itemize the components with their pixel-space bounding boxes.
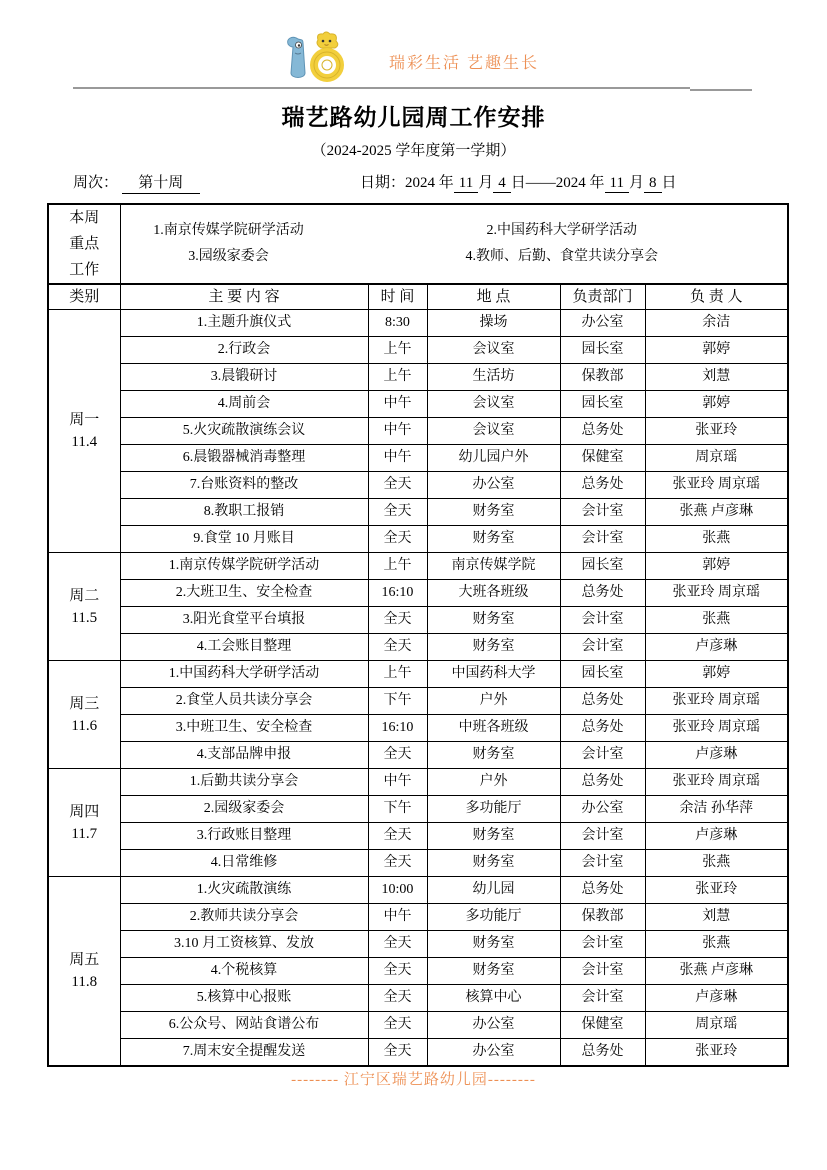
highlight-item: 1.南京传媒学院研学活动	[153, 223, 304, 238]
task-cell: 5.核算中心报账	[120, 985, 368, 1012]
table-row	[48, 607, 788, 634]
week-label: 周次：	[73, 175, 119, 191]
location-cell: 大班各班级	[427, 580, 560, 607]
table-row	[48, 796, 788, 823]
time-cell: 全天	[368, 472, 427, 499]
location-cell: 南京传媒学院	[427, 553, 560, 580]
time-cell: 全天	[368, 634, 427, 661]
time-cell: 全天	[368, 931, 427, 958]
task-cell: 2.食堂人员共读分享会	[120, 688, 368, 715]
person-cell: 郭婷	[645, 661, 788, 688]
table-row	[48, 472, 788, 499]
time-cell: 全天	[368, 526, 427, 553]
date-month-unit2: 月	[628, 175, 644, 191]
date-field	[360, 171, 677, 192]
table-row	[48, 499, 788, 526]
task-cell: 6.晨锻器械消毒整理	[120, 445, 368, 472]
task-cell: 3.10 月工资核算、发放	[120, 931, 368, 958]
time-cell: 全天	[368, 985, 427, 1012]
date-day-start: 4	[493, 175, 511, 193]
date-day-unit2: 日	[661, 175, 677, 191]
table-row	[48, 688, 788, 715]
location-cell: 会议室	[427, 391, 560, 418]
person-cell: 张亚玲	[645, 877, 788, 904]
table-row	[48, 715, 788, 742]
person-cell: 张燕	[645, 931, 788, 958]
week-value: 第十周	[122, 171, 200, 194]
department-cell: 会计室	[560, 499, 645, 526]
department-cell: 保健室	[560, 1012, 645, 1039]
time-cell: 8:30	[368, 310, 427, 337]
location-cell: 幼儿园	[427, 877, 560, 904]
person-cell: 卢彦琳	[645, 634, 788, 661]
table-row	[48, 823, 788, 850]
task-cell: 1.中国药科大学研学活动	[120, 661, 368, 688]
time-cell: 中午	[368, 445, 427, 472]
time-cell: 16:10	[368, 715, 427, 742]
department-cell: 会计室	[560, 526, 645, 553]
location-cell: 财务室	[427, 526, 560, 553]
time-cell: 上午	[368, 661, 427, 688]
task-cell: 4.工会账目整理	[120, 634, 368, 661]
date-year-start: 2024	[405, 175, 436, 191]
department-cell: 总务处	[560, 580, 645, 607]
task-cell: 6.公众号、网站食谱公布	[120, 1012, 368, 1039]
task-cell: 3.阳光食堂平台填报	[120, 607, 368, 634]
person-cell: 张亚玲 周京瑶	[645, 688, 788, 715]
person-cell: 张亚玲 周京瑶	[645, 472, 788, 499]
time-cell: 全天	[368, 1012, 427, 1039]
person-cell: 郭婷	[645, 337, 788, 364]
time-cell: 全天	[368, 742, 427, 769]
task-cell: 1.南京传媒学院研学活动	[120, 553, 368, 580]
col-header-time: 时 间	[368, 284, 427, 310]
highlight-item: 3.园级家委会	[188, 249, 269, 264]
table-row	[48, 742, 788, 769]
date-day-end: 8	[644, 175, 662, 193]
task-cell: 2.行政会	[120, 337, 368, 364]
table-row	[48, 1039, 788, 1067]
schedule-table	[47, 203, 789, 1067]
table-row	[48, 661, 788, 688]
table-row	[48, 850, 788, 877]
time-cell: 上午	[368, 364, 427, 391]
task-cell: 9.食堂 10 月账目	[120, 526, 368, 553]
department-cell: 园长室	[560, 553, 645, 580]
department-cell: 总务处	[560, 769, 645, 796]
location-cell: 财务室	[427, 823, 560, 850]
task-cell: 2.教师共读分享会	[120, 904, 368, 931]
table-row	[48, 769, 788, 796]
day-label: 周二 11.5	[48, 553, 120, 661]
department-cell: 园长室	[560, 391, 645, 418]
table-row	[48, 364, 788, 391]
time-cell: 全天	[368, 850, 427, 877]
department-cell: 会计室	[560, 607, 645, 634]
time-cell: 全天	[368, 958, 427, 985]
department-cell: 会计室	[560, 985, 645, 1012]
location-cell: 中班各班级	[427, 715, 560, 742]
task-cell: 4.支部品牌申报	[120, 742, 368, 769]
summary-row	[48, 204, 788, 284]
date-day-unit: 日	[510, 175, 526, 191]
mascot-pair-icon	[280, 31, 350, 85]
task-cell: 4.个税核算	[120, 958, 368, 985]
task-cell: 4.日常维修	[120, 850, 368, 877]
person-cell: 周京瑶	[645, 445, 788, 472]
location-cell: 核算中心	[427, 985, 560, 1012]
highlight-item: 2.中国药科大学研学活动	[486, 223, 637, 238]
time-cell: 中午	[368, 418, 427, 445]
person-cell: 张亚玲 周京瑶	[645, 580, 788, 607]
person-cell: 刘慧	[645, 904, 788, 931]
person-cell: 郭婷	[645, 391, 788, 418]
page-title: 瑞艺路幼儿园周工作安排	[281, 105, 546, 130]
task-cell: 1.主题升旗仪式	[120, 310, 368, 337]
person-cell: 张燕 卢彦琳	[645, 958, 788, 985]
person-cell: 张燕 卢彦琳	[645, 499, 788, 526]
person-cell: 张亚玲	[645, 418, 788, 445]
task-cell: 3.中班卫生、安全检查	[120, 715, 368, 742]
meta-row	[73, 171, 793, 193]
location-cell: 办公室	[427, 472, 560, 499]
time-cell: 全天	[368, 499, 427, 526]
date-range-dash: ——	[525, 175, 556, 191]
location-cell: 生活坊	[427, 364, 560, 391]
location-cell: 办公室	[427, 1039, 560, 1067]
task-cell: 3.晨锻研讨	[120, 364, 368, 391]
table-row	[48, 1012, 788, 1039]
table-row	[48, 985, 788, 1012]
date-year-unit: 年	[438, 175, 454, 191]
department-cell: 办公室	[560, 796, 645, 823]
person-cell: 张亚玲 周京瑶	[645, 769, 788, 796]
header-divider-segment	[690, 89, 752, 91]
task-cell: 8.教职工报销	[120, 499, 368, 526]
time-cell: 上午	[368, 337, 427, 364]
table-row	[48, 877, 788, 904]
column-header-row	[48, 284, 788, 310]
table-row	[48, 526, 788, 553]
person-cell: 刘慧	[645, 364, 788, 391]
table-row	[48, 634, 788, 661]
date-label: 日期：	[360, 175, 406, 191]
date-month-unit: 月	[478, 175, 494, 191]
task-cell: 7.台账资料的整改	[120, 472, 368, 499]
time-cell: 下午	[368, 796, 427, 823]
table-row	[48, 310, 788, 337]
col-header-location: 地 点	[427, 284, 560, 310]
location-cell: 财务室	[427, 634, 560, 661]
table-row	[48, 580, 788, 607]
page-subtitle: （2024-2025 学年度第一学期）	[311, 143, 516, 159]
location-cell: 财务室	[427, 607, 560, 634]
table-row	[48, 418, 788, 445]
table-row	[48, 958, 788, 985]
brand-slogan: 瑞彩生活 艺趣生长	[389, 55, 540, 72]
col-header-content: 主 要 内 容	[120, 284, 368, 310]
person-cell: 卢彦琳	[645, 985, 788, 1012]
time-cell: 全天	[368, 1039, 427, 1067]
person-cell: 余洁 孙华萍	[645, 796, 788, 823]
person-cell: 郭婷	[645, 553, 788, 580]
time-cell: 中午	[368, 904, 427, 931]
col-header-category: 类别	[48, 284, 120, 310]
location-cell: 办公室	[427, 1012, 560, 1039]
department-cell: 总务处	[560, 472, 645, 499]
footer-school-name: -------- 江宁区瑞艺路幼儿园--------	[291, 1072, 536, 1088]
department-cell: 总务处	[560, 715, 645, 742]
person-cell: 余洁	[645, 310, 788, 337]
task-cell: 2.大班卫生、安全检查	[120, 580, 368, 607]
department-cell: 保教部	[560, 904, 645, 931]
time-cell: 全天	[368, 823, 427, 850]
week-field	[73, 171, 200, 194]
date-month-end: 11	[605, 175, 629, 193]
department-cell: 会计室	[560, 931, 645, 958]
location-cell: 财务室	[427, 499, 560, 526]
table-row	[48, 904, 788, 931]
table-row	[48, 553, 788, 580]
location-cell: 中国药科大学	[427, 661, 560, 688]
location-cell: 会议室	[427, 418, 560, 445]
department-cell: 会计室	[560, 742, 645, 769]
location-cell: 财务室	[427, 958, 560, 985]
department-cell: 园长室	[560, 337, 645, 364]
person-cell: 卢彦琳	[645, 823, 788, 850]
day-label: 周四 11.7	[48, 769, 120, 877]
task-cell: 5.火灾疏散演练会议	[120, 418, 368, 445]
location-cell: 财务室	[427, 850, 560, 877]
col-header-department: 负责部门	[560, 284, 645, 310]
person-cell: 卢彦琳	[645, 742, 788, 769]
date-year-end: 2024	[555, 175, 586, 191]
department-cell: 保健室	[560, 445, 645, 472]
task-cell: 2.园级家委会	[120, 796, 368, 823]
person-cell: 张亚玲 周京瑶	[645, 715, 788, 742]
department-cell: 保教部	[560, 364, 645, 391]
date-month-start: 11	[454, 175, 478, 193]
location-cell: 户外	[427, 688, 560, 715]
department-cell: 会计室	[560, 823, 645, 850]
department-cell: 总务处	[560, 418, 645, 445]
time-cell: 全天	[368, 607, 427, 634]
header-divider	[73, 87, 690, 89]
time-cell: 下午	[368, 688, 427, 715]
person-cell: 张燕	[645, 607, 788, 634]
time-cell: 16:10	[368, 580, 427, 607]
day-label: 周三 11.6	[48, 661, 120, 769]
location-cell: 多功能厅	[427, 904, 560, 931]
person-cell: 张亚玲	[645, 1039, 788, 1067]
col-header-person: 负 责 人	[645, 284, 788, 310]
task-cell: 7.周末安全提醒发送	[120, 1039, 368, 1067]
department-cell: 总务处	[560, 1039, 645, 1067]
summary-label: 本周 重点 工作	[48, 204, 120, 284]
task-cell: 4.周前会	[120, 391, 368, 418]
date-year-unit2: 年	[589, 175, 605, 191]
time-cell: 10:00	[368, 877, 427, 904]
department-cell: 会计室	[560, 958, 645, 985]
location-cell: 户外	[427, 769, 560, 796]
location-cell: 幼儿园户外	[427, 445, 560, 472]
task-cell: 1.后勤共读分享会	[120, 769, 368, 796]
table-row	[48, 931, 788, 958]
time-cell: 中午	[368, 769, 427, 796]
table-row	[48, 445, 788, 472]
highlight-line	[121, 244, 788, 270]
department-cell: 办公室	[560, 310, 645, 337]
time-cell: 中午	[368, 391, 427, 418]
highlight-line	[121, 218, 788, 244]
department-cell: 会计室	[560, 634, 645, 661]
location-cell: 会议室	[427, 337, 560, 364]
task-cell: 3.行政账目整理	[120, 823, 368, 850]
location-cell: 多功能厅	[427, 796, 560, 823]
department-cell: 总务处	[560, 688, 645, 715]
day-label: 周一 11.4	[48, 310, 120, 553]
day-label: 周五 11.8	[48, 877, 120, 1067]
person-cell: 张燕	[645, 850, 788, 877]
department-cell: 总务处	[560, 877, 645, 904]
department-cell: 会计室	[560, 850, 645, 877]
weekly-highlights	[120, 204, 788, 284]
department-cell: 园长室	[560, 661, 645, 688]
location-cell: 财务室	[427, 742, 560, 769]
table-row	[48, 337, 788, 364]
schedule-body	[48, 204, 788, 1066]
location-cell: 财务室	[427, 931, 560, 958]
task-cell: 1.火灾疏散演练	[120, 877, 368, 904]
location-cell: 操场	[427, 310, 560, 337]
time-cell: 上午	[368, 553, 427, 580]
highlight-item: 4.教师、后勤、食堂共读分享会	[465, 249, 658, 264]
person-cell: 周京瑶	[645, 1012, 788, 1039]
person-cell: 张燕	[645, 526, 788, 553]
table-row	[48, 391, 788, 418]
